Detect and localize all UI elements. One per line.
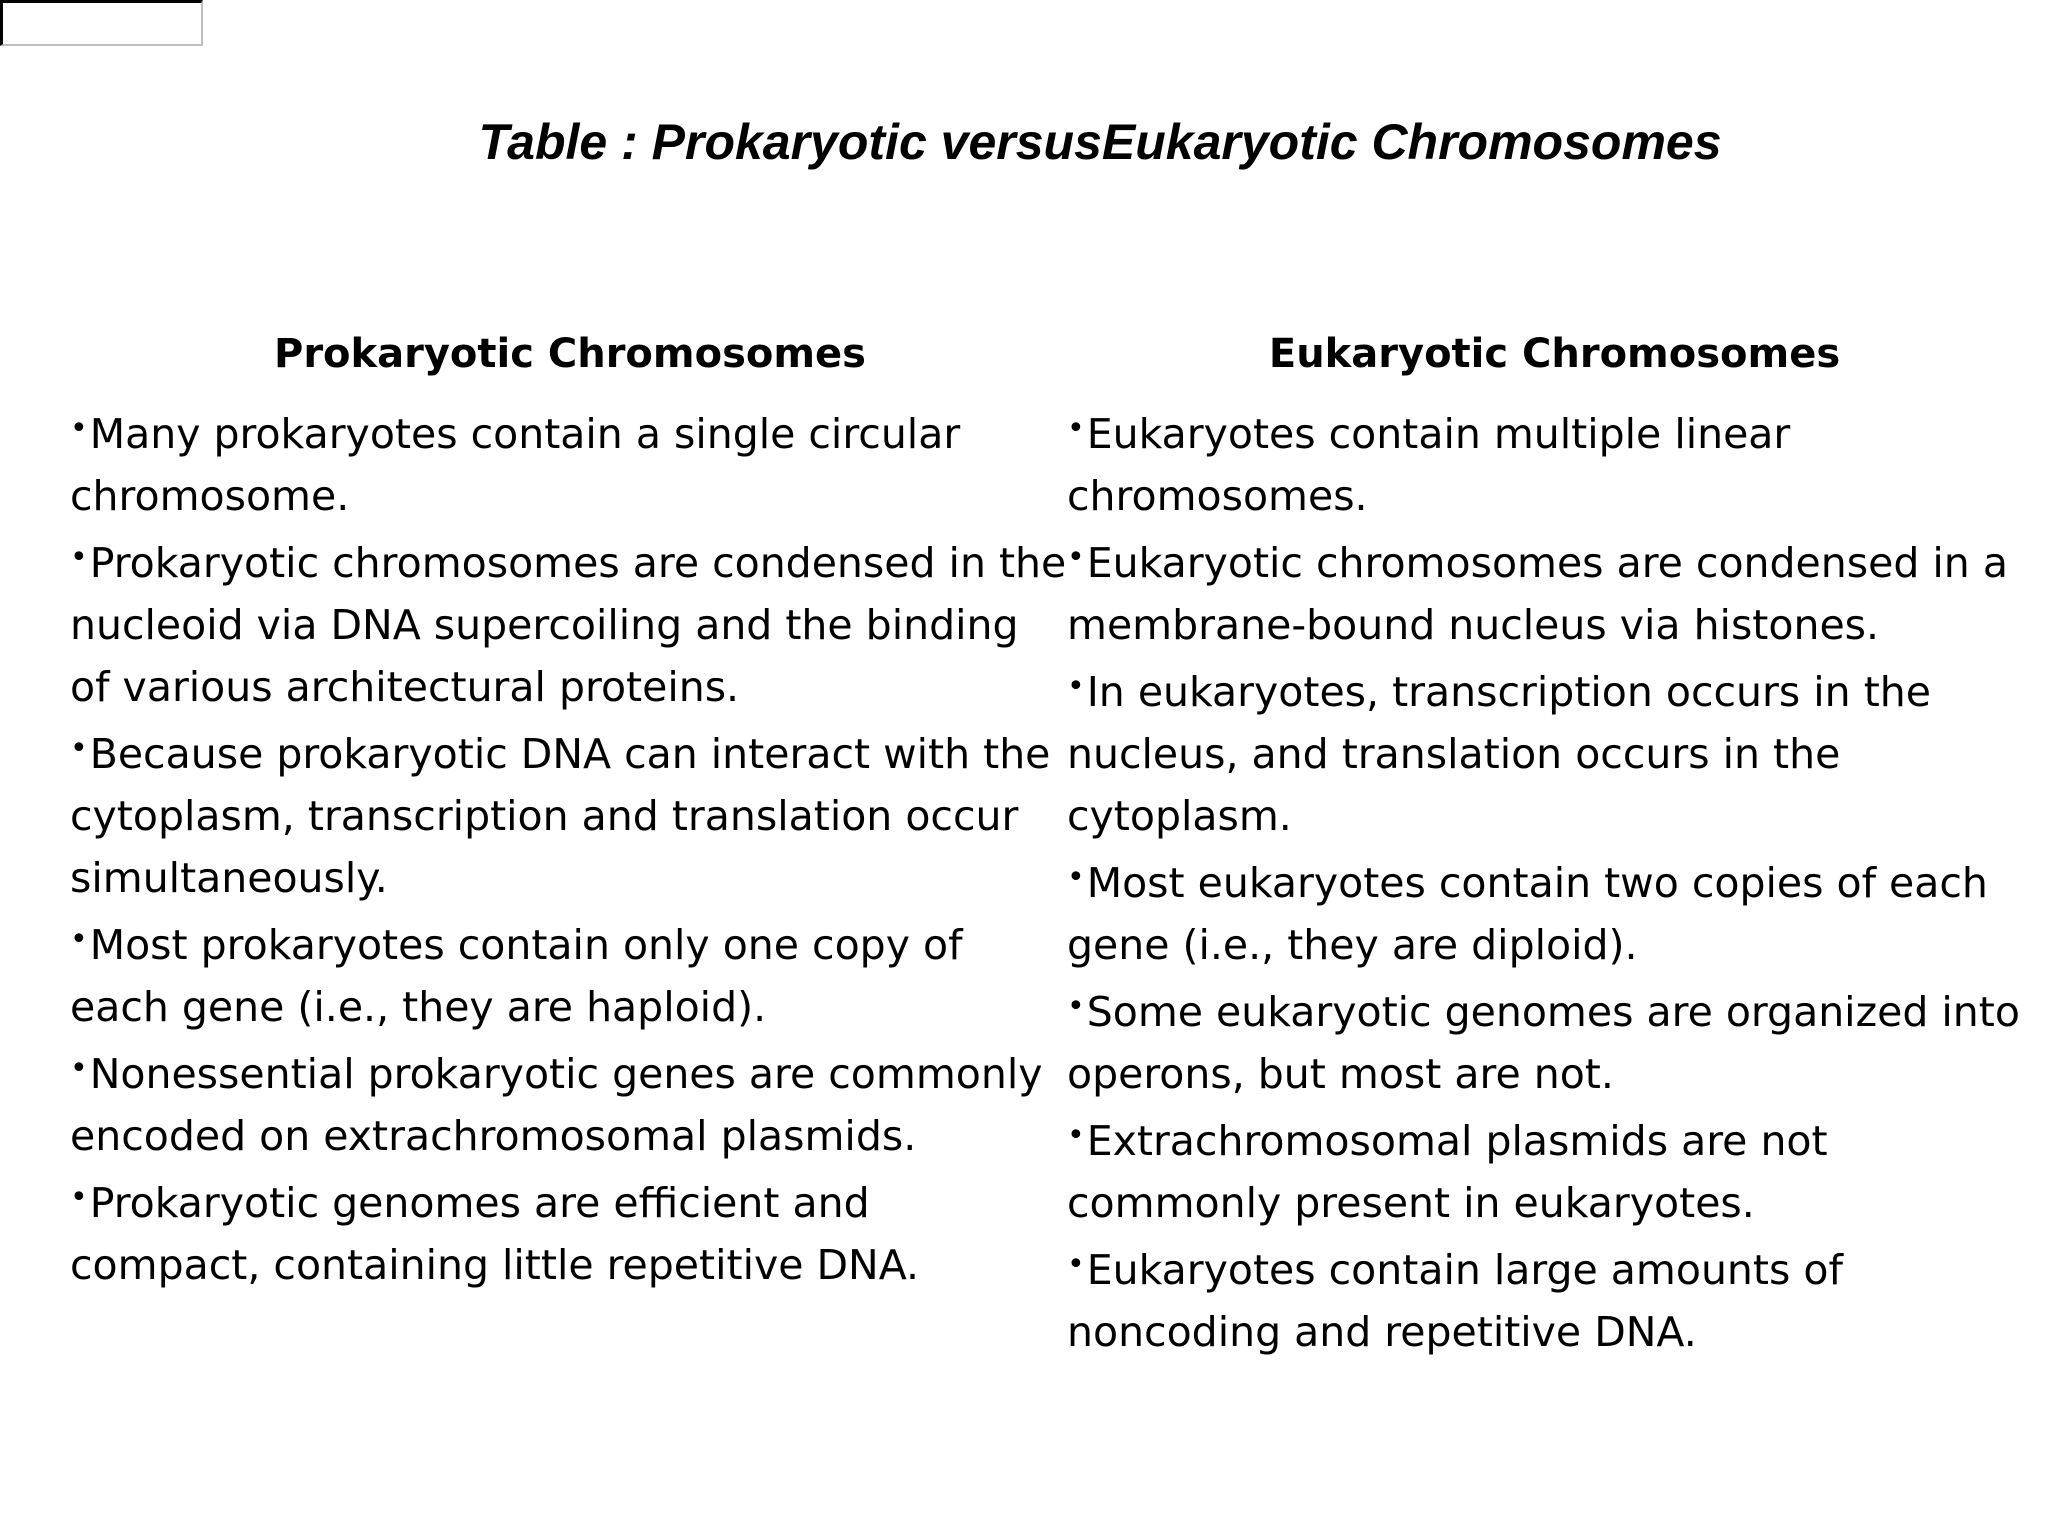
bullet-icon: • [1067, 989, 1085, 1024]
list-item-text: Prokaryotic chromosomes are condensed in the nucleoid via DNA supercoiling and the binding of various architectural proteins. [70, 539, 1067, 711]
bullet-icon: • [1067, 860, 1085, 895]
bullet-icon: • [70, 1180, 88, 1215]
eukaryotic-column [1067, 328, 2042, 1363]
list-item [1067, 527, 2042, 656]
prokaryotic-column [70, 328, 1070, 1296]
list-item-text: Eukaryotes contain large amounts of noncoding and repetitive DNA. [1067, 1246, 1843, 1356]
list-item [70, 1038, 1070, 1167]
bullet-icon: • [1067, 669, 1085, 704]
corner-frame [0, 0, 203, 46]
bullet-icon: • [1067, 1118, 1085, 1153]
bullet-icon: • [70, 922, 88, 957]
list-item [70, 718, 1070, 909]
list-item-text: In eukaryotes, transcription occurs in the nucleus, and translation occurs in the cytoplasm. [1067, 668, 1931, 840]
bullet-icon: • [70, 411, 88, 446]
list-item [70, 1167, 1070, 1296]
list-item-text: Most eukaryotes contain two copies of each gene (i.e., they are diploid). [1067, 859, 1988, 969]
list-item [70, 398, 1070, 527]
list-item [1067, 1234, 2042, 1363]
list-item-text: Extrachromosomal plasmids are not commonly present in eukaryotes. [1067, 1117, 1828, 1227]
prokaryotic-list [70, 398, 1070, 1296]
list-item [70, 909, 1070, 1038]
list-item [1067, 847, 2042, 976]
slide-title: Table : Prokaryotic versusEukaryotic Chromosomes [478, 114, 1722, 170]
list-item-text: Many prokaryotes contain a single circular chromosome. [70, 410, 961, 520]
list-item [70, 527, 1070, 718]
bullet-icon: • [1067, 411, 1085, 446]
bullet-icon: • [1067, 540, 1085, 575]
bullet-icon: • [1067, 1247, 1085, 1282]
bullet-icon: • [70, 540, 88, 575]
list-item-text: Prokaryotic genomes are efficient and compact, containing little repetitive DNA. [70, 1179, 920, 1289]
bullet-icon: • [70, 1051, 88, 1086]
list-item [1067, 656, 2042, 847]
list-item-text: Nonessential prokaryotic genes are commonly encoded on extrachromosomal plasmids. [70, 1050, 1043, 1160]
list-item-text: Eukaryotic chromosomes are condensed in a membrane-bound nucleus via histones. [1067, 539, 2008, 649]
list-item [1067, 1105, 2042, 1234]
list-item-text: Most prokaryotes contain only one copy of each gene (i.e., they are haploid). [70, 921, 963, 1031]
list-item-text: Some eukaryotic genomes are organized into operons, but most are not. [1067, 988, 2020, 1098]
list-item-text: Because prokaryotic DNA can interact with the cytoplasm, transcription and translation occur simultaneously. [70, 730, 1051, 902]
eukaryotic-list [1067, 398, 2042, 1363]
list-item [1067, 398, 2042, 527]
list-item-text: Eukaryotes contain multiple linear chromosomes. [1067, 410, 1791, 520]
list-item [1067, 976, 2042, 1105]
eukaryotic-heading: Eukaryotic Chromosomes [1268, 331, 1841, 377]
prokaryotic-heading: Prokaryotic Chromosomes [274, 331, 866, 377]
bullet-icon: • [70, 731, 88, 766]
